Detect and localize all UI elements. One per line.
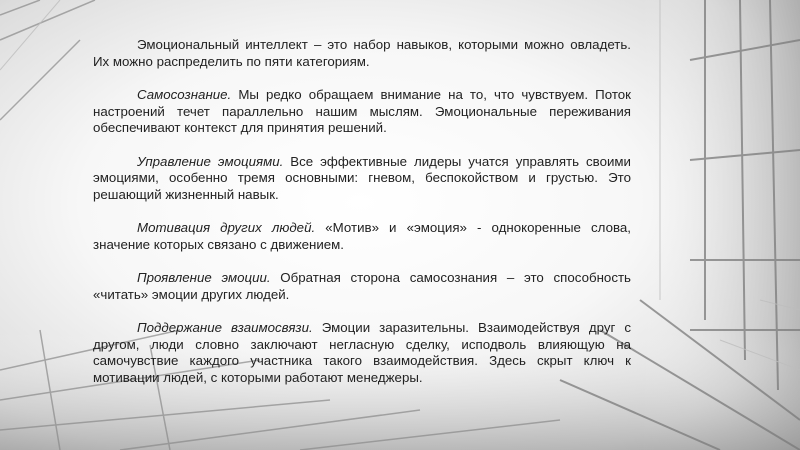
relationship-text: Эмоции заразительны. Взаимодействуя друг с другом, люди словно заключают негласную сделку, исподволь влияющую на самочувствие каждого участника такого взаимодействия. Здесь скрыт ключ к мотивации людей, с которыми работают менеджеры. (93, 319, 631, 386)
emotion-expression-paragraph (93, 270, 631, 303)
emotion-management-text: Все эффективные лидеры учатся управлять своими эмоциями, особенно тремя основными: гневом, беспокойством и грустью. Это решающий жизненный навык. (93, 153, 631, 202)
motivation-term: Мотивация других людей. (137, 220, 316, 236)
emotion-management-term: Управление эмоциями. (137, 153, 284, 169)
text-block (93, 37, 631, 387)
self-awareness-text: Мы редко обращаем внимание на то, что чувствуем. Поток настроений течет параллельно нашим мыслям. Эмоциональные переживания обеспечивают контекст для принятия решений. (93, 86, 631, 136)
intro-paragraph (93, 37, 631, 70)
emotion-expression-term: Проявление эмоции. (137, 270, 271, 286)
intro-text: Эмоциональный интеллект – это набор навыков, которыми можно овладеть. Их можно распределить по пяти категориям. (93, 37, 631, 69)
motivation-paragraph (93, 220, 631, 253)
emotion-expression-text: Обратная сторона самосознания – это способность «читать» эмоции других людей. (93, 270, 631, 302)
motivation-text: «Мотив» и «эмоция» - однокоренные слова, значение которых связано с движением. (93, 220, 631, 252)
relationship-paragraph (93, 320, 631, 387)
self-awareness-term: Самосознание. (137, 86, 232, 102)
emotion-management-paragraph (93, 154, 631, 204)
self-awareness-paragraph (93, 87, 631, 137)
relationship-term: Поддержание взаимосвязи. (137, 319, 313, 335)
